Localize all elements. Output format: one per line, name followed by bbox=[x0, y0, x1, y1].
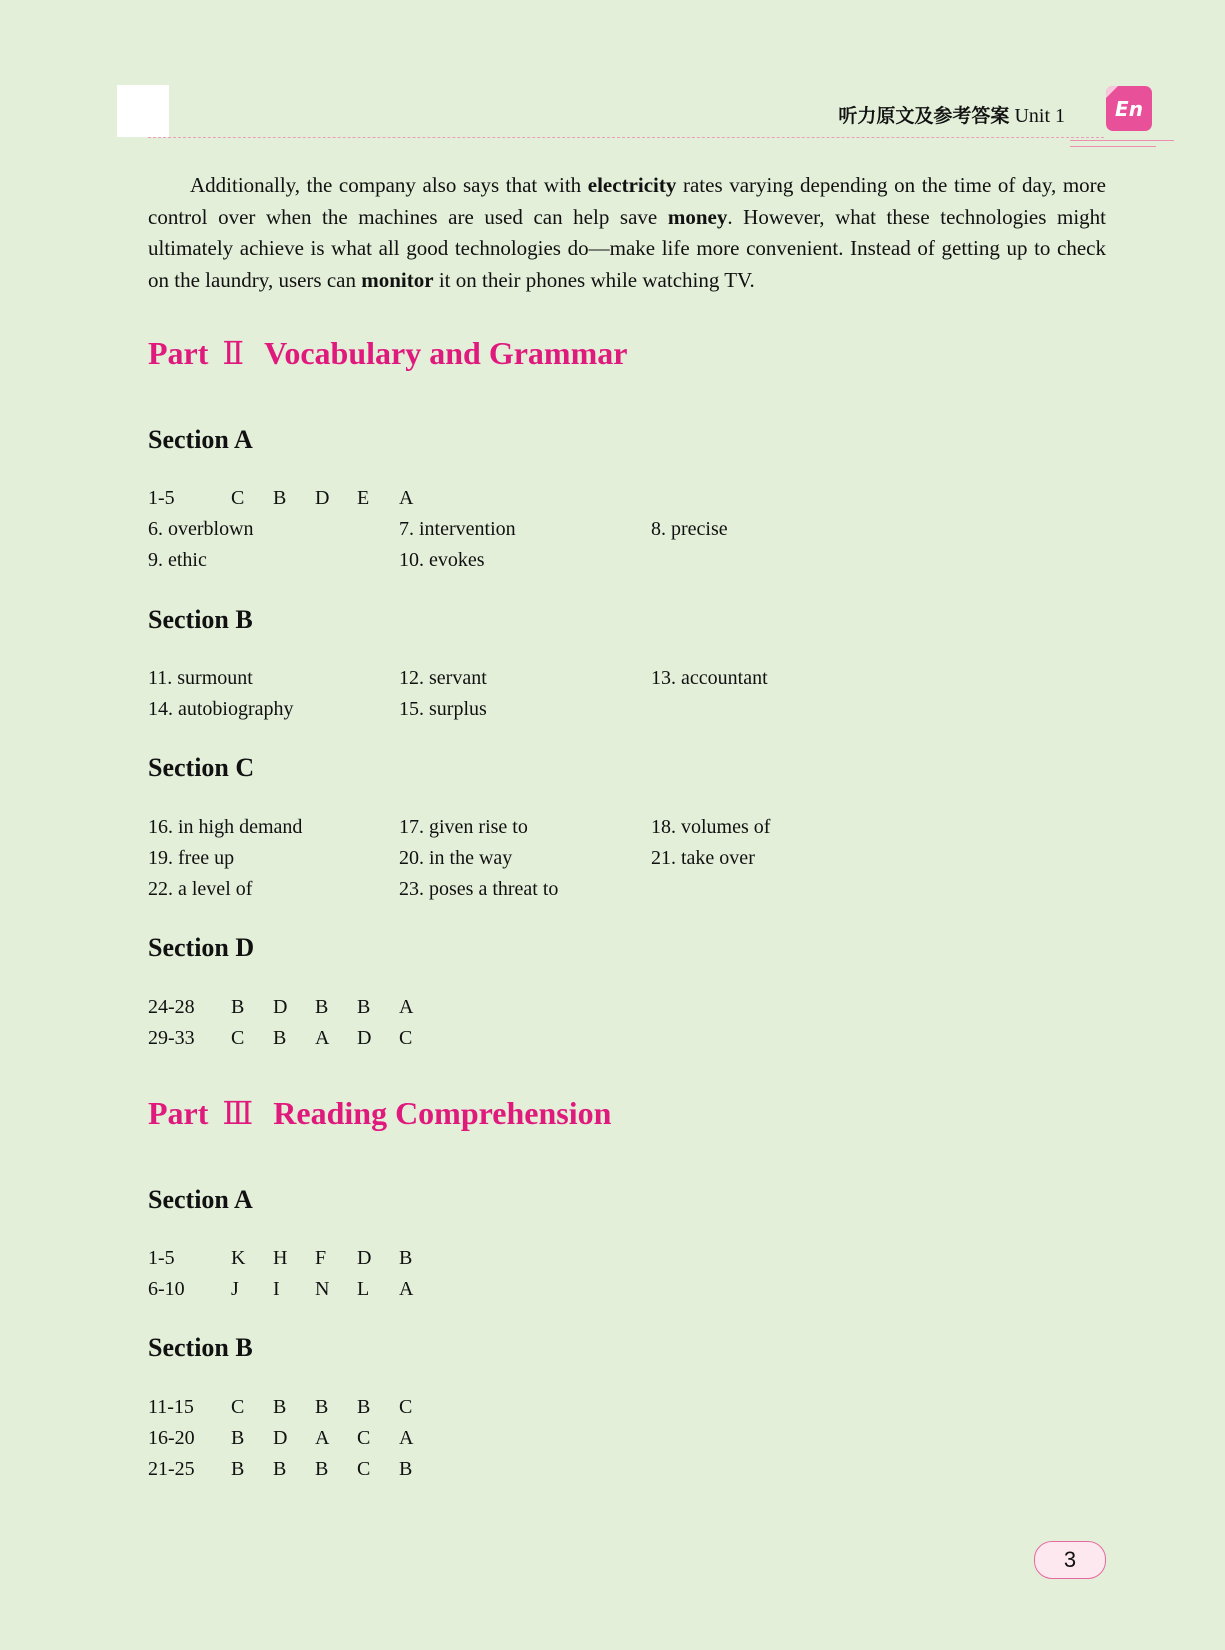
answer-item: 15. surplus bbox=[399, 698, 487, 720]
corner-block bbox=[117, 85, 169, 137]
part-2-section-b-title: Section B bbox=[148, 605, 253, 634]
answer-letter: B bbox=[315, 1396, 329, 1418]
answer-item: 14. autobiography bbox=[148, 698, 294, 720]
answer-letter: L bbox=[357, 1278, 370, 1300]
part-3-section-b-title: Section B bbox=[148, 1333, 253, 1362]
listening-paragraph bbox=[148, 170, 1106, 296]
answer-letter: D bbox=[357, 1027, 372, 1049]
part-3-numeral: Ⅲ bbox=[222, 1094, 254, 1132]
answer-range: 29-33 bbox=[148, 1027, 195, 1049]
answer-item: 16. in high demand bbox=[148, 816, 303, 838]
para-text-3: . However, what these technologies might ultimately achieve is what all good technologies do—make life more convenient. Instead of getting up to check on the laundry, users can bbox=[148, 204, 1106, 292]
answer-item: 22. a level of bbox=[148, 878, 253, 900]
answer-range: 24-28 bbox=[148, 996, 195, 1018]
answer-letter: D bbox=[357, 1247, 372, 1269]
answer-range: 6-10 bbox=[148, 1278, 185, 1300]
answer-letter: B bbox=[315, 996, 329, 1018]
answer-letter: B bbox=[231, 996, 245, 1018]
answer-range: 11-15 bbox=[148, 1396, 194, 1418]
part-2-heading bbox=[148, 334, 627, 372]
answer-item: 11. surmount bbox=[148, 667, 253, 689]
part-2-label: Part bbox=[148, 335, 209, 371]
answer-item: 9. ethic bbox=[148, 549, 207, 571]
answer-letter: D bbox=[273, 1427, 288, 1449]
answer-letter: N bbox=[315, 1278, 330, 1300]
answer-letter: C bbox=[231, 1396, 245, 1418]
en-badge-icon bbox=[1106, 86, 1152, 131]
answer-range: 16-20 bbox=[148, 1427, 195, 1449]
running-head bbox=[838, 101, 1065, 128]
answer-item: 6. overblown bbox=[148, 518, 254, 540]
answer-letter: K bbox=[231, 1247, 246, 1269]
answer-letter: A bbox=[399, 1278, 414, 1300]
page-number: 3 bbox=[1034, 1541, 1106, 1579]
part-2-section-a-title: Section A bbox=[148, 425, 253, 454]
part-3-label: Part bbox=[148, 1095, 209, 1131]
badge-fold bbox=[1106, 86, 1118, 98]
answer-item: 8. precise bbox=[651, 518, 728, 540]
answer-letter: B bbox=[273, 1396, 287, 1418]
answer-range: 1-5 bbox=[148, 487, 175, 509]
answer-letter: B bbox=[399, 1458, 413, 1480]
answer-letter: C bbox=[399, 1027, 413, 1049]
keyword-monitor: monitor bbox=[361, 267, 434, 292]
part-2-numeral: Ⅱ bbox=[222, 334, 245, 372]
answer-letter: A bbox=[399, 996, 414, 1018]
keyword-money: money bbox=[667, 204, 728, 229]
answer-letter: E bbox=[357, 487, 370, 509]
keyword-electricity: electricity bbox=[587, 173, 677, 197]
page-content bbox=[148, 170, 1106, 1480]
para-text-4: it on their phones while watching TV. bbox=[433, 267, 755, 292]
answer-letter: A bbox=[315, 1427, 330, 1449]
running-head-title: 听力原文及参考答案 bbox=[838, 105, 1010, 127]
part-2-title: Vocabulary and Grammar bbox=[264, 335, 628, 371]
answer-letter: B bbox=[231, 1458, 245, 1480]
header-accent-rule-2 bbox=[1070, 146, 1156, 147]
answer-item: 13. accountant bbox=[651, 667, 768, 689]
answer-letter: D bbox=[315, 487, 330, 509]
answer-letter: B bbox=[357, 996, 371, 1018]
answer-letter: A bbox=[399, 487, 414, 509]
answer-letter: F bbox=[315, 1247, 327, 1269]
answer-letter: C bbox=[357, 1458, 371, 1480]
answer-letter: A bbox=[315, 1027, 330, 1049]
answer-letter: I bbox=[273, 1278, 280, 1300]
answer-letter: C bbox=[399, 1396, 413, 1418]
answer-letter: B bbox=[273, 487, 287, 509]
answer-item: 10. evokes bbox=[399, 549, 485, 571]
answer-letter: B bbox=[273, 1458, 287, 1480]
en-badge-label: En bbox=[1115, 96, 1143, 121]
part-2-section-d-title: Section D bbox=[148, 933, 255, 962]
answer-letter: B bbox=[315, 1458, 329, 1480]
para-text-1: Additionally, the company also says that with bbox=[190, 173, 588, 197]
answer-item: 23. poses a threat to bbox=[399, 878, 559, 900]
answer-item: 21. take over bbox=[651, 847, 755, 869]
answer-item: 20. in the way bbox=[399, 847, 513, 869]
answer-letter: C bbox=[357, 1427, 371, 1449]
header-dashed-rule bbox=[148, 137, 1104, 138]
answer-letter: B bbox=[231, 1427, 245, 1449]
para-text-2: rates varying depending on the time of day, more control over when the machines are used can help save bbox=[148, 173, 1106, 229]
answer-item: 17. given rise to bbox=[399, 816, 528, 838]
answer-item: 12. servant bbox=[399, 667, 487, 689]
part-2-section-c-title: Section C bbox=[148, 753, 255, 782]
part-3-section-a-title: Section A bbox=[148, 1185, 253, 1214]
answer-letter: H bbox=[273, 1247, 288, 1269]
answer-letter: B bbox=[357, 1396, 371, 1418]
answer-letter: C bbox=[231, 487, 245, 509]
answer-item: 18. volumes of bbox=[651, 816, 771, 838]
header-accent-rule bbox=[1070, 140, 1174, 141]
part-3-heading bbox=[148, 1094, 611, 1132]
answer-letter: D bbox=[273, 996, 288, 1018]
answer-letter: B bbox=[399, 1247, 413, 1269]
running-head-unit: Unit 1 bbox=[1014, 105, 1065, 127]
answer-item: 19. free up bbox=[148, 847, 235, 869]
answer-range: 1-5 bbox=[148, 1247, 175, 1269]
part-3-title: Reading Comprehension bbox=[273, 1095, 612, 1131]
answer-letter: A bbox=[399, 1427, 414, 1449]
answer-range: 21-25 bbox=[148, 1458, 195, 1480]
answer-letter: B bbox=[273, 1027, 287, 1049]
answer-letter: C bbox=[231, 1027, 245, 1049]
answer-item: 7. intervention bbox=[399, 518, 516, 540]
answer-letter: J bbox=[231, 1278, 239, 1300]
